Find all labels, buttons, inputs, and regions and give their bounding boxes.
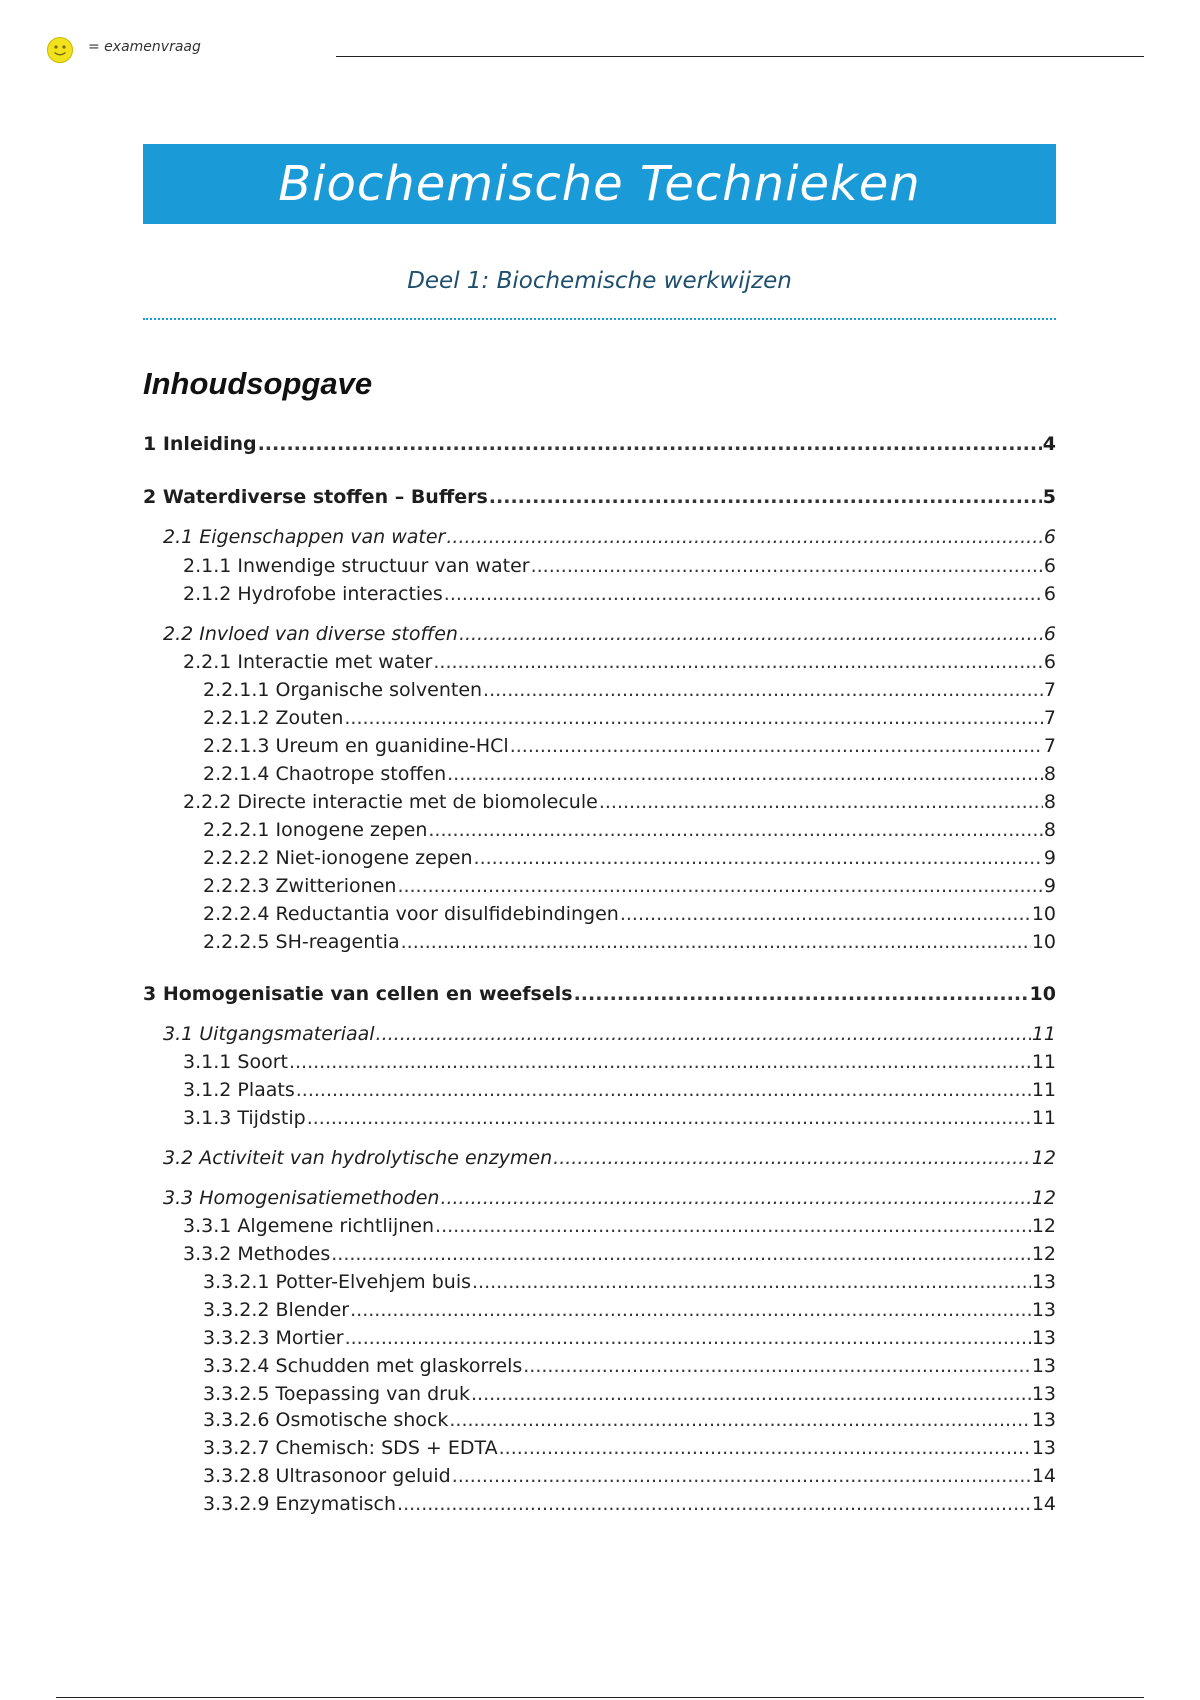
toc-entry-page: 6: [1043, 526, 1056, 548]
toc-entry-page: 12: [1031, 1147, 1056, 1169]
toc-entry-page: 11: [1031, 1051, 1056, 1073]
toc-entry-label: 2.2.2 Directe interactie met de biomolecule: [183, 791, 598, 813]
dot-leader: [483, 677, 1043, 703]
toc-entry-page: 12: [1031, 1243, 1056, 1265]
toc-entry-label: 2.2.1.4 Chaotrope stoffen: [203, 763, 447, 785]
toc-entry-page: 8: [1043, 763, 1056, 785]
toc-entry-page: 13: [1031, 1437, 1056, 1459]
toc-entry-label: 3.2 Activiteit van hydrolytische enzymen: [163, 1147, 553, 1169]
dot-leader: [435, 1213, 1031, 1239]
document-subtitle: Deel 1: Biochemische werkwijzen: [407, 268, 792, 294]
toc-entry-label: 2.2.2.2 Niet-ionogene zepen: [203, 847, 473, 869]
toc-entry[interactable]: [203, 1297, 1056, 1323]
toc-entry-page: 11: [1031, 1023, 1056, 1045]
toc-entry[interactable]: [203, 873, 1056, 899]
toc-entry[interactable]: [203, 1407, 1056, 1433]
toc-entry-label: 3.3 Homogenisatiemethoden: [163, 1187, 440, 1209]
toc-entry[interactable]: [203, 1463, 1056, 1489]
toc-entry-page: 7: [1043, 707, 1056, 729]
toc-entry-label: 3.3.2 Methodes: [183, 1243, 331, 1265]
toc-entry-page: 7: [1043, 679, 1056, 701]
toc-entry-label: 2 Waterdiverse stoffen – Buffers: [143, 486, 488, 508]
toc-entry-label: 3.3.2.1 Potter-Elvehjem buis: [203, 1271, 472, 1293]
toc-entry-page: 10: [1031, 903, 1056, 925]
toc-entry-page: 12: [1031, 1215, 1056, 1237]
toc-entry-label: 3.3.2.3 Mortier: [203, 1327, 344, 1349]
toc-entry-page: 6: [1043, 555, 1056, 577]
toc-entry-label: 2.2.1.3 Ureum en guanidine-HCl: [203, 735, 509, 757]
toc-entry[interactable]: [163, 1145, 1056, 1171]
toc-entry-label: 3.3.2.9 Enzymatisch: [203, 1493, 397, 1515]
toc-entry[interactable]: [203, 733, 1056, 759]
toc-entry[interactable]: [203, 1353, 1056, 1379]
toc-heading: Inhoudsopgave: [143, 366, 373, 401]
toc-entry-label: 2.1.1 Inwendige structuur van water: [183, 555, 530, 577]
toc-entry-page: 6: [1043, 651, 1056, 673]
toc-entry-label: 3.3.2.5 Toepassing van druk: [203, 1383, 471, 1405]
toc-entry-label: 3.3.1 Algemene richtlijnen: [183, 1215, 435, 1237]
toc-entry-page: 8: [1043, 791, 1056, 813]
toc-entry[interactable]: [203, 929, 1056, 955]
toc-entry[interactable]: [203, 1491, 1056, 1517]
toc-entry[interactable]: [203, 817, 1056, 843]
dot-leader: [433, 649, 1043, 675]
dot-leader: [499, 1435, 1031, 1461]
toc-entry[interactable]: [203, 901, 1056, 927]
footer-rule: [56, 1697, 1144, 1698]
toc-entry[interactable]: [203, 705, 1056, 731]
dot-leader: [620, 901, 1031, 927]
toc-entry-label: 3.3.2.7 Chemisch: SDS + EDTA: [203, 1437, 498, 1459]
toc-entry-page: 11: [1031, 1079, 1056, 1101]
toc-entry-page: 13: [1031, 1383, 1056, 1405]
dot-leader: [510, 733, 1043, 759]
toc-entry[interactable]: [183, 1213, 1056, 1239]
toc-entry[interactable]: [183, 1049, 1056, 1075]
dot-leader: [574, 981, 1029, 1007]
dot-leader: [489, 484, 1042, 510]
toc-entry-label: 3.3.2.4 Schudden met glaskorrels: [203, 1355, 523, 1377]
toc-entry-page: 6: [1043, 583, 1056, 605]
toc-entry[interactable]: [203, 677, 1056, 703]
toc-entry[interactable]: [203, 1435, 1056, 1461]
title-banner: [143, 144, 1056, 224]
toc-entry[interactable]: [163, 1021, 1056, 1047]
toc-entry[interactable]: [163, 524, 1056, 550]
toc-entry-label: 2.2.1.1 Organische solventen: [203, 679, 483, 701]
toc-entry[interactable]: [203, 761, 1056, 787]
dot-leader: [444, 581, 1043, 607]
dot-leader: [258, 431, 1042, 457]
toc-entry-label: 3.1.1 Soort: [183, 1051, 288, 1073]
toc-entry-page: 13: [1031, 1409, 1056, 1431]
toc-entry-page: 5: [1042, 486, 1056, 508]
dot-leader: [397, 873, 1042, 899]
toc-entry-page: 10: [1029, 983, 1056, 1005]
dot-leader: [446, 524, 1043, 550]
toc-entry-label: 3.3.2.6 Osmotische shock: [203, 1409, 449, 1431]
toc-entry-page: 4: [1042, 433, 1056, 455]
toc-entry-label: 1 Inleiding: [143, 433, 257, 455]
toc-entry[interactable]: [183, 1105, 1056, 1131]
dot-leader: [397, 1491, 1031, 1517]
dot-leader: [345, 1325, 1031, 1351]
toc-entry-label: 2.2.1.2 Zouten: [203, 707, 344, 729]
legend-text: = examenvraag: [88, 39, 201, 55]
dot-leader: [471, 1381, 1031, 1407]
toc-entry-label: 3.3.2.2 Blender: [203, 1299, 350, 1321]
toc-entry-label: 2.2.2.5 SH-reagentia: [203, 931, 400, 953]
toc-entry-page: 12: [1031, 1187, 1056, 1209]
toc-entry-page: 7: [1043, 735, 1056, 757]
toc-entry-label: 3.1.3 Tijdstip: [183, 1107, 306, 1129]
dot-leader: [376, 1021, 1031, 1047]
dotted-divider: [143, 318, 1056, 320]
toc-entry-page: 13: [1031, 1271, 1056, 1293]
toc-entry[interactable]: [203, 1269, 1056, 1295]
toc-entry-label: 2.1 Eigenschappen van water: [163, 526, 446, 548]
toc-entry-page: 8: [1043, 819, 1056, 841]
toc-entry[interactable]: [183, 1241, 1056, 1267]
toc-entry-page: 13: [1031, 1327, 1056, 1349]
toc-entry-label: 3.1 Uitgangsmateriaal: [163, 1023, 375, 1045]
toc-entry-page: 9: [1043, 875, 1056, 897]
toc-entry-label: 2.2.2.1 Ionogene zepen: [203, 819, 428, 841]
toc-entry[interactable]: [203, 845, 1056, 871]
toc-entry-label: 3 Homogenisatie van cellen en weefsels: [143, 983, 573, 1005]
toc-entry[interactable]: [183, 789, 1056, 815]
page-header: [0, 0, 1200, 80]
dot-leader: [331, 1241, 1031, 1267]
dot-leader: [350, 1297, 1031, 1323]
toc-entry[interactable]: [143, 981, 1056, 1007]
header-rule: [336, 56, 1144, 57]
dot-leader: [459, 621, 1043, 647]
toc-entry-page: 13: [1031, 1299, 1056, 1321]
toc-entry-label: 2.2.1 Interactie met water: [183, 651, 433, 673]
toc-entry-page: 9: [1043, 847, 1056, 869]
dot-leader: [449, 1407, 1030, 1433]
document-title: Biochemische Technieken: [278, 156, 921, 212]
dot-leader: [472, 1269, 1031, 1295]
toc-entry-label: 2.2 Invloed van diverse stoffen: [163, 623, 458, 645]
toc-entry[interactable]: [203, 1325, 1056, 1351]
toc-entry-page: 6: [1043, 623, 1056, 645]
toc-entry-page: 14: [1031, 1493, 1056, 1515]
toc-entry[interactable]: [183, 581, 1056, 607]
dot-leader: [296, 1077, 1031, 1103]
toc-entry[interactable]: [143, 484, 1056, 510]
dot-leader: [289, 1049, 1031, 1075]
toc-entry-page: 14: [1031, 1465, 1056, 1487]
toc-entry-label: 3.1.2 Plaats: [183, 1079, 295, 1101]
dot-leader: [307, 1105, 1031, 1131]
toc-entry[interactable]: [183, 649, 1056, 675]
dot-leader: [553, 1145, 1031, 1171]
toc-entry-label: 2.2.2.4 Reductantia voor disulfidebindingen: [203, 903, 619, 925]
toc-entry-page: 10: [1031, 931, 1056, 953]
dot-leader: [452, 1463, 1031, 1489]
dot-leader: [447, 761, 1043, 787]
dot-leader: [523, 1353, 1031, 1379]
dot-leader: [440, 1185, 1030, 1211]
toc-entry-label: 2.2.2.3 Zwitterionen: [203, 875, 397, 897]
smiley-face-icon: [46, 36, 74, 64]
dot-leader: [531, 553, 1043, 579]
toc-entry-page: 13: [1031, 1355, 1056, 1377]
toc-entry[interactable]: [203, 1381, 1056, 1407]
dot-leader: [428, 817, 1043, 843]
dot-leader: [599, 789, 1043, 815]
toc-entry[interactable]: [163, 621, 1056, 647]
toc-entry[interactable]: [143, 431, 1056, 457]
dot-leader: [401, 929, 1031, 955]
toc-entry[interactable]: [183, 553, 1056, 579]
toc-entry[interactable]: [183, 1077, 1056, 1103]
toc-entry-label: 2.1.2 Hydrofobe interacties: [183, 583, 443, 605]
toc-entry[interactable]: [163, 1185, 1056, 1211]
toc-entry-label: 3.3.2.8 Ultrasonoor geluid: [203, 1465, 451, 1487]
dot-leader: [474, 845, 1043, 871]
toc-entry-page: 11: [1031, 1107, 1056, 1129]
dot-leader: [344, 705, 1043, 731]
